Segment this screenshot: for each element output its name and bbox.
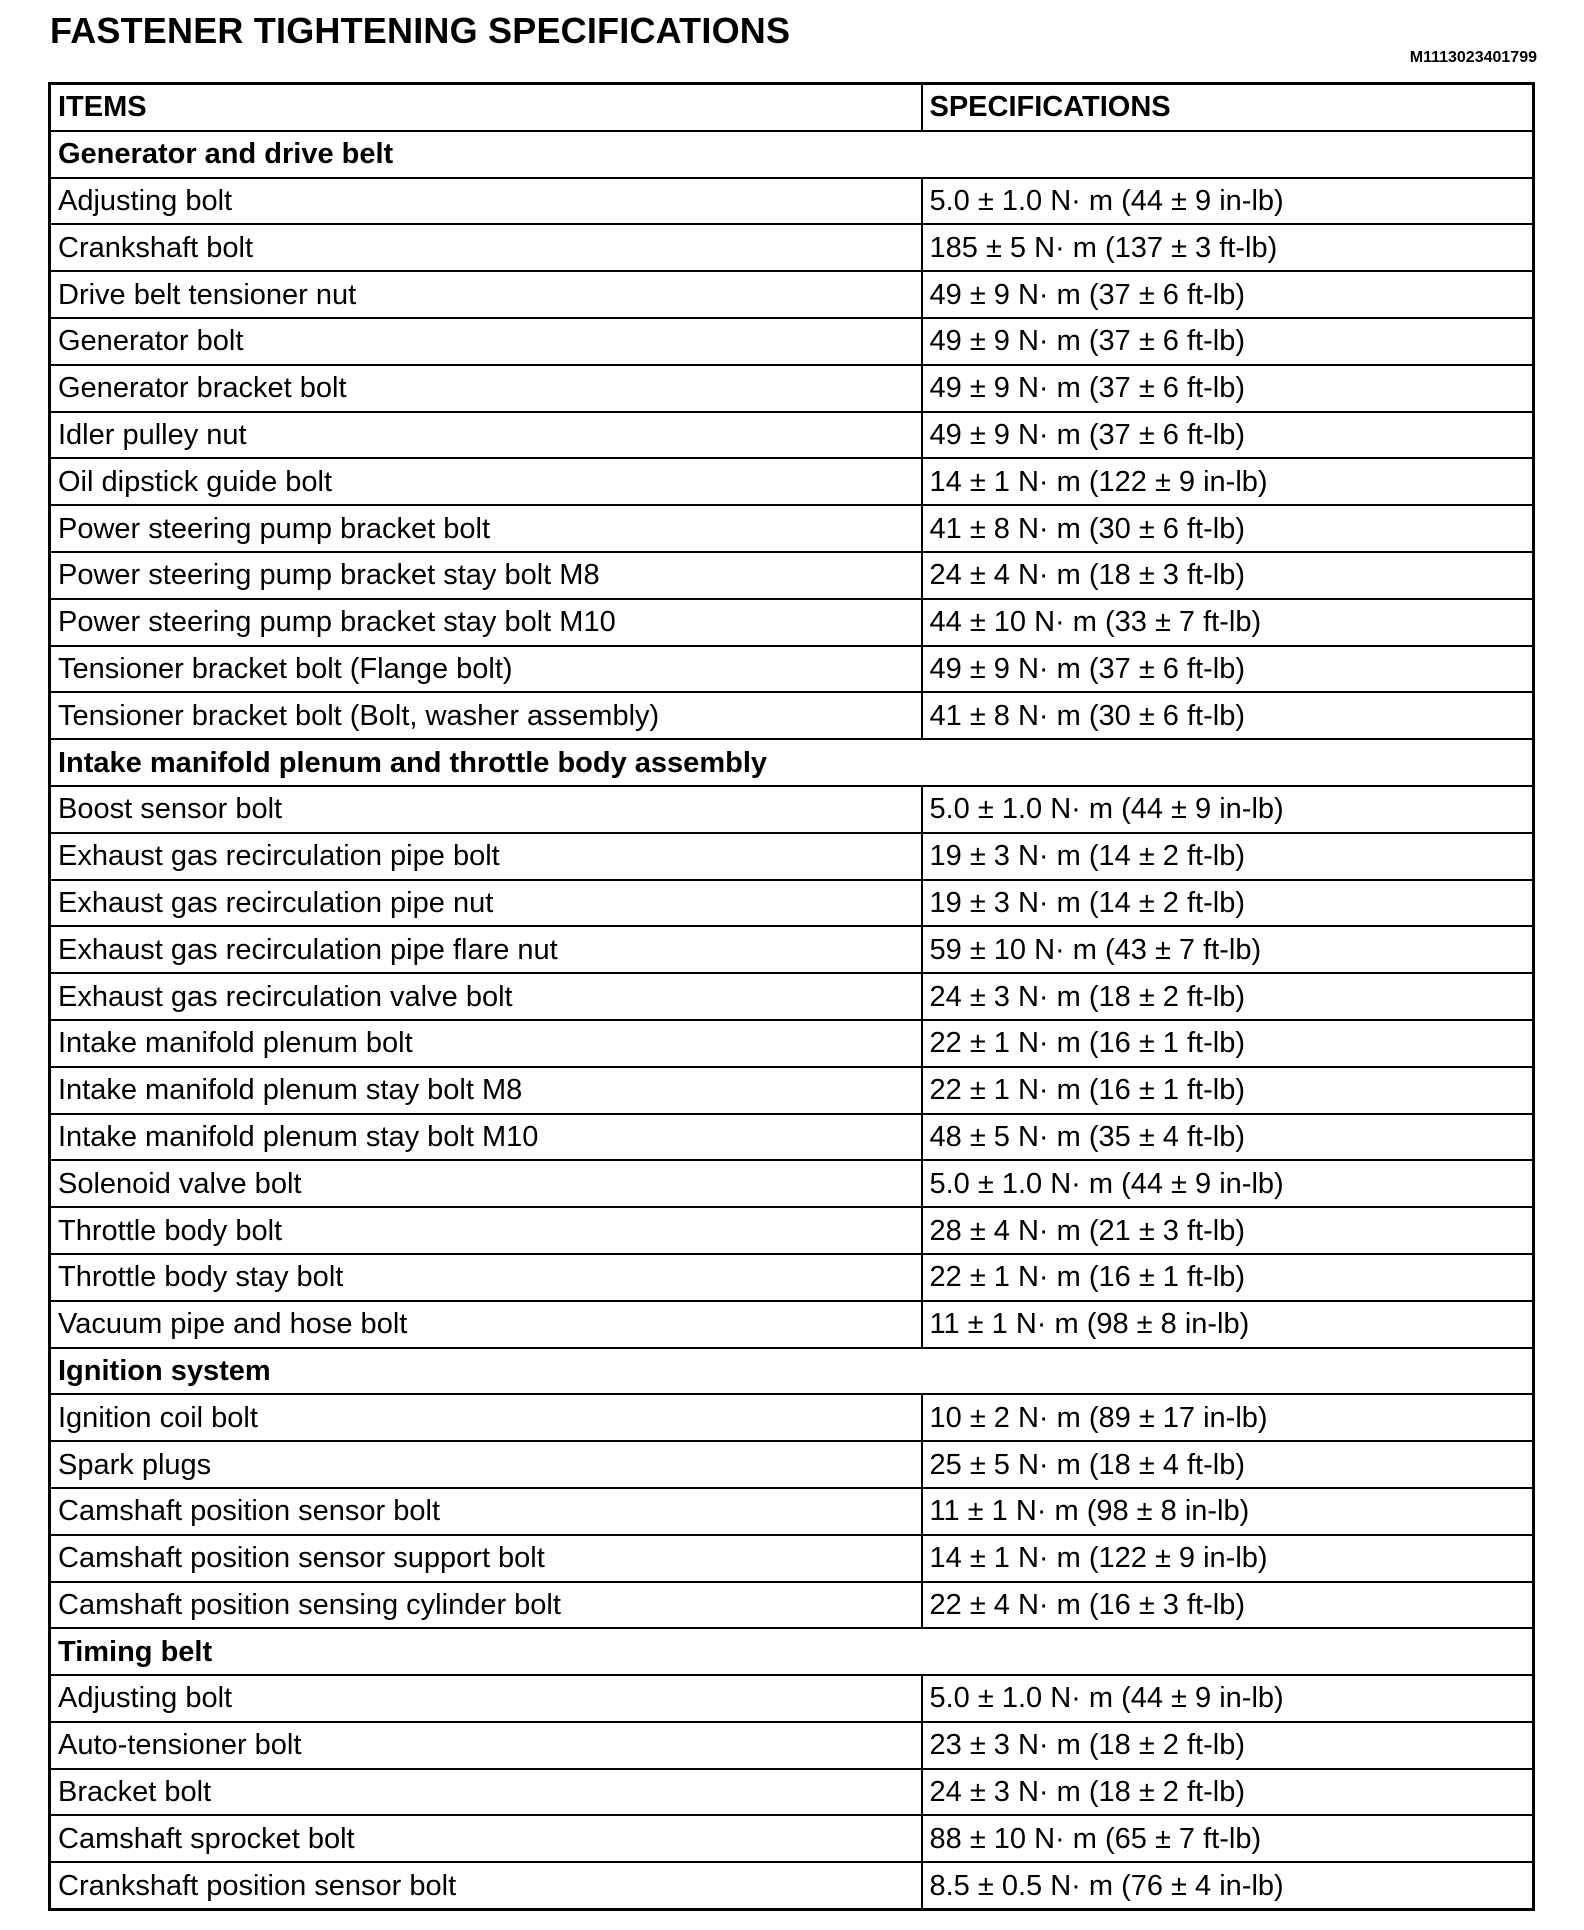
item-cell: Exhaust gas recirculation valve bolt xyxy=(50,973,922,1020)
specification-cell: 49 ± 9 N· m (37 ± 6 ft-lb) xyxy=(922,365,1534,412)
table-row xyxy=(50,1675,1534,1722)
table-row xyxy=(50,224,1534,271)
table-row xyxy=(50,973,1534,1020)
item-cell: Drive belt tensioner nut xyxy=(50,271,922,318)
item-cell: Tensioner bracket bolt (Bolt, washer assembly) xyxy=(50,692,922,739)
specification-cell: 49 ± 9 N· m (37 ± 6 ft-lb) xyxy=(922,412,1534,459)
table-row xyxy=(50,1301,1534,1348)
specification-cell: 28 ± 4 N· m (21 ± 3 ft-lb) xyxy=(922,1207,1534,1254)
specification-cell: 11 ± 1 N· m (98 ± 8 in-lb) xyxy=(922,1301,1534,1348)
section-row xyxy=(50,1348,1534,1395)
section-heading: Timing belt xyxy=(50,1628,1534,1675)
table-row xyxy=(50,178,1534,225)
specification-cell: 41 ± 8 N· m (30 ± 6 ft-lb) xyxy=(922,692,1534,739)
specification-cell: 5.0 ± 1.0 N· m (44 ± 9 in-lb) xyxy=(922,178,1534,225)
specification-cell: 24 ± 3 N· m (18 ± 2 ft-lb) xyxy=(922,973,1534,1020)
table-row xyxy=(50,458,1534,505)
table-row xyxy=(50,1254,1534,1301)
specification-cell: 10 ± 2 N· m (89 ± 17 in-lb) xyxy=(922,1394,1534,1441)
item-cell: Throttle body bolt xyxy=(50,1207,922,1254)
item-cell: Adjusting bolt xyxy=(50,178,922,225)
specification-cell: 25 ± 5 N· m (18 ± 4 ft-lb) xyxy=(922,1441,1534,1488)
specification-cell: 185 ± 5 N· m (137 ± 3 ft-lb) xyxy=(922,224,1534,271)
specification-cell: 8.5 ± 0.5 N· m (76 ± 4 in-lb) xyxy=(922,1862,1534,1909)
item-cell: Vacuum pipe and hose bolt xyxy=(50,1301,922,1348)
table-row xyxy=(50,1160,1534,1207)
table-row xyxy=(50,599,1534,646)
table-row xyxy=(50,505,1534,552)
table-row xyxy=(50,318,1534,365)
table-row xyxy=(50,1020,1534,1067)
specification-cell: 22 ± 1 N· m (16 ± 1 ft-lb) xyxy=(922,1067,1534,1114)
specification-cell: 14 ± 1 N· m (122 ± 9 in-lb) xyxy=(922,458,1534,505)
item-cell: Camshaft position sensor support bolt xyxy=(50,1535,922,1582)
item-cell: Intake manifold plenum stay bolt M8 xyxy=(50,1067,922,1114)
page-title: FASTENER TIGHTENING SPECIFICATIONS xyxy=(50,10,791,51)
item-cell: Boost sensor bolt xyxy=(50,786,922,833)
item-cell: Bracket bolt xyxy=(50,1769,922,1816)
specification-cell: 5.0 ± 1.0 N· m (44 ± 9 in-lb) xyxy=(922,786,1534,833)
specification-cell: 49 ± 9 N· m (37 ± 6 ft-lb) xyxy=(922,318,1534,365)
specification-cell: 14 ± 1 N· m (122 ± 9 in-lb) xyxy=(922,1535,1534,1582)
specification-cell: 23 ± 3 N· m (18 ± 2 ft-lb) xyxy=(922,1722,1534,1769)
specification-cell: 44 ± 10 N· m (33 ± 7 ft-lb) xyxy=(922,599,1534,646)
column-header-specifications: SPECIFICATIONS xyxy=(922,84,1534,131)
item-cell: Power steering pump bracket bolt xyxy=(50,505,922,552)
table-header-row xyxy=(50,84,1534,131)
item-cell: Intake manifold plenum bolt xyxy=(50,1020,922,1067)
specification-cell: 22 ± 1 N· m (16 ± 1 ft-lb) xyxy=(922,1254,1534,1301)
item-cell: Camshaft position sensing cylinder bolt xyxy=(50,1582,922,1629)
item-cell: Spark plugs xyxy=(50,1441,922,1488)
table-row xyxy=(50,1815,1534,1862)
specification-cell: 22 ± 1 N· m (16 ± 1 ft-lb) xyxy=(922,1020,1534,1067)
column-header-items: ITEMS xyxy=(50,84,922,131)
item-cell: Camshaft sprocket bolt xyxy=(50,1815,922,1862)
item-cell: Idler pulley nut xyxy=(50,412,922,459)
item-cell: Oil dipstick guide bolt xyxy=(50,458,922,505)
item-cell: Solenoid valve bolt xyxy=(50,1160,922,1207)
specification-cell: 5.0 ± 1.0 N· m (44 ± 9 in-lb) xyxy=(922,1160,1534,1207)
specification-cell: 22 ± 4 N· m (16 ± 3 ft-lb) xyxy=(922,1582,1534,1629)
table-row xyxy=(50,1114,1534,1161)
table-row xyxy=(50,880,1534,927)
table-row xyxy=(50,552,1534,599)
item-cell: Generator bolt xyxy=(50,318,922,365)
item-cell: Tensioner bracket bolt (Flange bolt) xyxy=(50,646,922,693)
item-cell: Power steering pump bracket stay bolt M10 xyxy=(50,599,922,646)
item-cell: Camshaft position sensor bolt xyxy=(50,1488,922,1535)
specification-cell: 11 ± 1 N· m (98 ± 8 in-lb) xyxy=(922,1488,1534,1535)
specification-cell: 49 ± 9 N· m (37 ± 6 ft-lb) xyxy=(922,646,1534,693)
table-row xyxy=(50,412,1534,459)
item-cell: Intake manifold plenum stay bolt M10 xyxy=(50,1114,922,1161)
table-row xyxy=(50,692,1534,739)
specification-cell: 49 ± 9 N· m (37 ± 6 ft-lb) xyxy=(922,271,1534,318)
specification-cell: 48 ± 5 N· m (35 ± 4 ft-lb) xyxy=(922,1114,1534,1161)
table-row xyxy=(50,786,1534,833)
table-row xyxy=(50,1862,1534,1909)
table-row xyxy=(50,1441,1534,1488)
item-cell: Adjusting bolt xyxy=(50,1675,922,1722)
section-row xyxy=(50,131,1534,178)
section-row xyxy=(50,1628,1534,1675)
specifications-table xyxy=(48,82,1535,1911)
table-row xyxy=(50,365,1534,412)
section-heading: Intake manifold plenum and throttle body assembly xyxy=(50,739,1534,786)
item-cell: Auto-tensioner bolt xyxy=(50,1722,922,1769)
item-cell: Generator bracket bolt xyxy=(50,365,922,412)
table-row xyxy=(50,1207,1534,1254)
specification-cell: 19 ± 3 N· m (14 ± 2 ft-lb) xyxy=(922,833,1534,880)
item-cell: Exhaust gas recirculation pipe bolt xyxy=(50,833,922,880)
item-cell: Ignition coil bolt xyxy=(50,1394,922,1441)
specification-cell: 88 ± 10 N· m (65 ± 7 ft-lb) xyxy=(922,1815,1534,1862)
specification-cell: 19 ± 3 N· m (14 ± 2 ft-lb) xyxy=(922,880,1534,927)
table-row xyxy=(50,1488,1534,1535)
item-cell: Throttle body stay bolt xyxy=(50,1254,922,1301)
table-row xyxy=(50,271,1534,318)
table-row xyxy=(50,1769,1534,1816)
table-row xyxy=(50,1722,1534,1769)
item-cell: Power steering pump bracket stay bolt M8 xyxy=(50,552,922,599)
table-row xyxy=(50,1535,1534,1582)
table-body xyxy=(50,131,1534,1910)
specification-cell: 24 ± 3 N· m (18 ± 2 ft-lb) xyxy=(922,1769,1534,1816)
specification-cell: 5.0 ± 1.0 N· m (44 ± 9 in-lb) xyxy=(922,1675,1534,1722)
section-heading: Generator and drive belt xyxy=(50,131,1534,178)
section-row xyxy=(50,739,1534,786)
item-cell: Crankshaft position sensor bolt xyxy=(50,1862,922,1909)
table-row xyxy=(50,926,1534,973)
table-row xyxy=(50,1394,1534,1441)
table-row xyxy=(50,1067,1534,1114)
table-row xyxy=(50,646,1534,693)
specification-cell: 59 ± 10 N· m (43 ± 7 ft-lb) xyxy=(922,926,1534,973)
document-code: M1113023401799 xyxy=(1409,49,1537,66)
item-cell: Exhaust gas recirculation pipe nut xyxy=(50,880,922,927)
item-cell: Crankshaft bolt xyxy=(50,224,922,271)
table-row xyxy=(50,833,1534,880)
table-row xyxy=(50,1582,1534,1629)
specification-cell: 24 ± 4 N· m (18 ± 3 ft-lb) xyxy=(922,552,1534,599)
item-cell: Exhaust gas recirculation pipe flare nut xyxy=(50,926,922,973)
specification-cell: 41 ± 8 N· m (30 ± 6 ft-lb) xyxy=(922,505,1534,552)
section-heading: Ignition system xyxy=(50,1348,1534,1395)
